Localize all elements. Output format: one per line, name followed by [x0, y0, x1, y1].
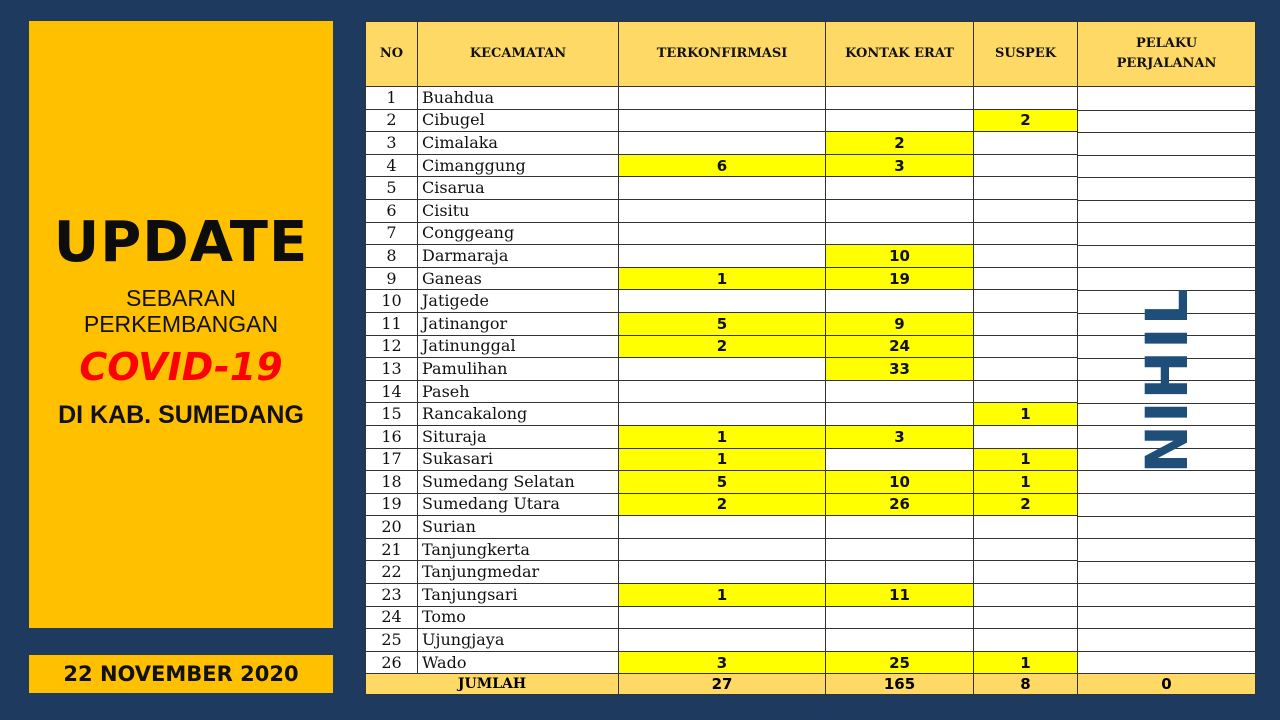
row-kontak-erat: 11	[826, 584, 974, 607]
row-kecamatan: Cimanggung	[418, 154, 619, 177]
row-kecamatan: Jatinangor	[418, 312, 619, 335]
row-suspek	[974, 290, 1078, 313]
row-terkonfirmasi	[619, 177, 826, 200]
title-panel	[29, 21, 333, 628]
row-number: 19	[366, 493, 418, 516]
row-suspek: 2	[974, 493, 1078, 516]
row-suspek	[974, 312, 1078, 335]
row-terkonfirmasi	[619, 629, 826, 652]
row-suspek	[974, 132, 1078, 155]
row-suspek	[974, 267, 1078, 290]
row-kecamatan: Jatigede	[418, 290, 619, 313]
row-kecamatan: Jatinunggal	[418, 335, 619, 358]
row-terkonfirmasi: 6	[619, 154, 826, 177]
row-number: 1	[366, 87, 418, 110]
row-terkonfirmasi: 5	[619, 471, 826, 494]
row-number: 2	[366, 109, 418, 132]
row-suspek: 1	[974, 651, 1078, 674]
row-suspek	[974, 222, 1078, 245]
pelaku-perjalanan-column	[1078, 87, 1256, 674]
row-number: 6	[366, 199, 418, 222]
row-terkonfirmasi: 2	[619, 335, 826, 358]
row-kecamatan: Buahdua	[418, 87, 619, 110]
row-kecamatan: Cisarua	[418, 177, 619, 200]
total-row	[366, 674, 1256, 695]
row-kecamatan: Sumedang Utara	[418, 493, 619, 516]
row-suspek	[974, 245, 1078, 268]
total-label: JUMLAH	[366, 674, 619, 695]
row-kontak-erat: 26	[826, 493, 974, 516]
row-suspek	[974, 87, 1078, 110]
row-kontak-erat	[826, 290, 974, 313]
row-kontak-erat: 3	[826, 425, 974, 448]
header-terkonfirmasi: TERKONFIRMASI	[619, 22, 826, 87]
row-terkonfirmasi	[619, 290, 826, 313]
row-suspek	[974, 425, 1078, 448]
total-pelaku-perjalanan: 0	[1078, 674, 1256, 695]
row-kecamatan: Situraja	[418, 425, 619, 448]
row-terkonfirmasi	[619, 403, 826, 426]
row-terkonfirmasi	[619, 561, 826, 584]
row-number: 21	[366, 538, 418, 561]
row-kontak-erat	[826, 606, 974, 629]
row-terkonfirmasi: 1	[619, 425, 826, 448]
header-kecamatan: KECAMATAN	[418, 22, 619, 87]
row-kontak-erat: 2	[826, 132, 974, 155]
row-terkonfirmasi	[619, 358, 826, 381]
subtitle-line-2: PERKEMBANGAN	[83, 310, 279, 337]
row-terkonfirmasi: 1	[619, 584, 826, 607]
row-number: 18	[366, 471, 418, 494]
row-kecamatan: Tanjungkerta	[418, 538, 619, 561]
row-kontak-erat: 10	[826, 245, 974, 268]
total-terkonfirmasi: 27	[619, 674, 826, 695]
total-kontak-erat: 165	[826, 674, 974, 695]
row-kecamatan: Tomo	[418, 606, 619, 629]
date-label: 22 NOVEMBER 2020	[29, 655, 333, 693]
row-kecamatan: Paseh	[418, 380, 619, 403]
row-number: 26	[366, 651, 418, 674]
row-number: 12	[366, 335, 418, 358]
row-number: 14	[366, 380, 418, 403]
table-row	[366, 87, 1256, 110]
row-suspek	[974, 629, 1078, 652]
row-kontak-erat: 9	[826, 312, 974, 335]
row-suspek	[974, 606, 1078, 629]
row-number: 5	[366, 177, 418, 200]
row-kontak-erat: 10	[826, 471, 974, 494]
subtitle-line-1: SEBARAN	[126, 284, 236, 311]
row-kontak-erat	[826, 222, 974, 245]
row-number: 20	[366, 516, 418, 539]
row-kontak-erat	[826, 403, 974, 426]
header-pelaku-perjalanan	[1078, 22, 1256, 87]
row-kontak-erat	[826, 448, 974, 471]
nihil-label: NIHIL	[1132, 286, 1201, 474]
row-kecamatan: Wado	[418, 651, 619, 674]
row-suspek: 1	[974, 471, 1078, 494]
header-no: NO	[366, 22, 418, 87]
row-terkonfirmasi	[619, 538, 826, 561]
row-kecamatan: Sukasari	[418, 448, 619, 471]
row-suspek	[974, 561, 1078, 584]
row-kecamatan: Surian	[418, 516, 619, 539]
row-terkonfirmasi	[619, 380, 826, 403]
row-kontak-erat	[826, 538, 974, 561]
row-suspek	[974, 380, 1078, 403]
row-terkonfirmasi	[619, 516, 826, 539]
row-number: 24	[366, 606, 418, 629]
table-body	[366, 87, 1256, 674]
region-title: DI KAB. SUMEDANG	[58, 400, 304, 429]
row-terkonfirmasi	[619, 87, 826, 110]
header-suspek: SUSPEK	[974, 22, 1078, 87]
covid-data-table	[365, 21, 1256, 695]
header-pelaku-line-1: PELAKU	[1135, 36, 1198, 51]
row-kecamatan: Tanjungmedar	[418, 561, 619, 584]
row-terkonfirmasi	[619, 222, 826, 245]
row-kontak-erat: 33	[826, 358, 974, 381]
row-number: 11	[366, 312, 418, 335]
covid-title: COVID-19	[79, 344, 283, 389]
row-number: 22	[366, 561, 418, 584]
row-kecamatan: Ujungjaya	[418, 629, 619, 652]
row-kontak-erat: 19	[826, 267, 974, 290]
row-suspek	[974, 538, 1078, 561]
row-number: 7	[366, 222, 418, 245]
row-number: 8	[366, 245, 418, 268]
row-number: 16	[366, 425, 418, 448]
row-terkonfirmasi	[619, 109, 826, 132]
row-kecamatan: Cibugel	[418, 109, 619, 132]
row-kontak-erat	[826, 380, 974, 403]
row-kecamatan: Conggeang	[418, 222, 619, 245]
table-header-row	[366, 22, 1256, 87]
row-number: 10	[366, 290, 418, 313]
row-suspek	[974, 584, 1078, 607]
row-kecamatan: Cisitu	[418, 199, 619, 222]
row-kontak-erat	[826, 87, 974, 110]
row-number: 23	[366, 584, 418, 607]
row-kontak-erat: 3	[826, 154, 974, 177]
row-terkonfirmasi	[619, 606, 826, 629]
row-kontak-erat	[826, 109, 974, 132]
row-suspek	[974, 358, 1078, 381]
total-suspek: 8	[974, 674, 1078, 695]
row-terkonfirmasi: 5	[619, 312, 826, 335]
update-title: UPDATE	[53, 209, 309, 275]
header-kontak-erat: KONTAK ERAT	[826, 22, 974, 87]
row-kecamatan: Darmaraja	[418, 245, 619, 268]
row-kecamatan: Pamulihan	[418, 358, 619, 381]
row-terkonfirmasi: 1	[619, 267, 826, 290]
row-suspek: 1	[974, 403, 1078, 426]
row-terkonfirmasi: 3	[619, 651, 826, 674]
row-number: 3	[366, 132, 418, 155]
row-terkonfirmasi	[619, 199, 826, 222]
row-kontak-erat: 25	[826, 651, 974, 674]
row-suspek: 2	[974, 109, 1078, 132]
row-suspek	[974, 516, 1078, 539]
row-kontak-erat	[826, 199, 974, 222]
row-number: 15	[366, 403, 418, 426]
row-terkonfirmasi: 2	[619, 493, 826, 516]
row-suspek	[974, 199, 1078, 222]
row-terkonfirmasi	[619, 132, 826, 155]
subtitle	[84, 285, 278, 337]
row-number: 4	[366, 154, 418, 177]
row-number: 13	[366, 358, 418, 381]
row-kontak-erat	[826, 177, 974, 200]
row-suspek	[974, 154, 1078, 177]
row-kecamatan: Sumedang Selatan	[418, 471, 619, 494]
row-number: 9	[366, 267, 418, 290]
header-pelaku-line-2: PERJALANAN	[1116, 56, 1217, 71]
data-table-container	[365, 21, 1255, 693]
row-kecamatan: Rancakalong	[418, 403, 619, 426]
row-kecamatan: Cimalaka	[418, 132, 619, 155]
row-suspek: 1	[974, 448, 1078, 471]
row-suspek	[974, 177, 1078, 200]
row-terkonfirmasi: 1	[619, 448, 826, 471]
row-kecamatan: Ganeas	[418, 267, 619, 290]
row-kontak-erat	[826, 516, 974, 539]
row-number: 25	[366, 629, 418, 652]
row-kontak-erat	[826, 561, 974, 584]
row-kontak-erat: 24	[826, 335, 974, 358]
row-suspek	[974, 335, 1078, 358]
row-kecamatan: Tanjungsari	[418, 584, 619, 607]
row-kontak-erat	[826, 629, 974, 652]
row-number: 17	[366, 448, 418, 471]
row-terkonfirmasi	[619, 245, 826, 268]
